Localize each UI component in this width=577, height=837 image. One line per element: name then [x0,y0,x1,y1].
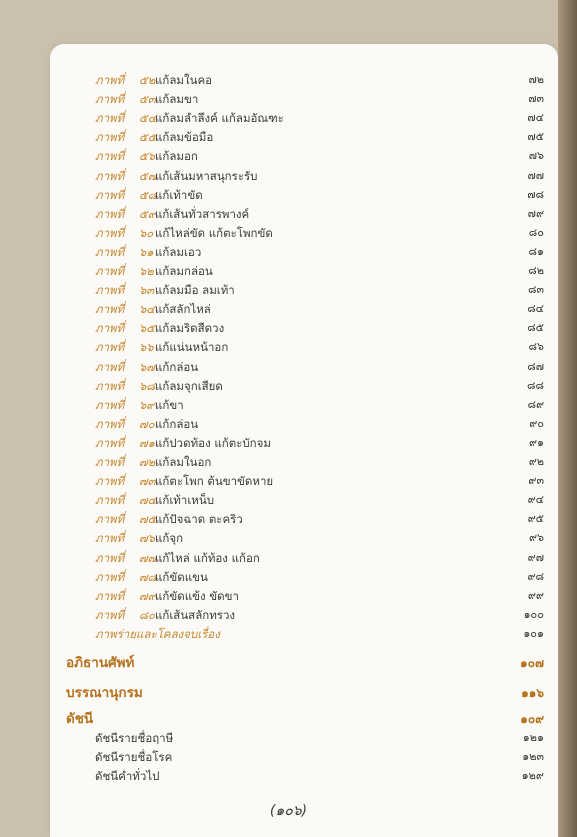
page-ref: ๘๑ [528,244,544,258]
figure-label: ภาพที่ [95,588,125,603]
figure-number: ๕๓ [139,92,156,107]
figure-title: แก้กล่อน [155,359,199,374]
page-ref: ๗๗ [527,168,544,182]
page-ref: ๙๕ [527,512,544,526]
figure-label: ภาพที่ [95,187,125,202]
page-ref: ๘๘ [527,378,544,392]
figure-title: แก้ไหล่ขัด แก้ตะโพกขัด [155,225,273,240]
page-ref: ๗๖ [528,149,544,163]
figure-title: แก้เส้นสลักทรวง [155,607,236,622]
figure-label: ภาพที่ [95,416,125,431]
figure-label: ภาพที่ [95,493,125,508]
toc-section-heading [66,682,550,704]
page-ref: ๙๖ [528,531,544,545]
toc-figure-row [95,262,550,280]
section-title: อภิธานศัพท์ [66,655,135,671]
figure-label: ภาพที่ [95,359,125,374]
figure-label: ภาพที่ [95,550,125,565]
page-ref: ๘๔ [527,302,544,316]
page-ref: ๗๓ [528,92,544,106]
page-ref: ๙๙ [527,588,544,602]
toc-figure-row [95,510,550,528]
toc-figure-row [95,205,550,223]
page-ref: ๙๐ [529,416,544,430]
section-title: บรรณานุกรม [66,685,143,701]
figure-title: แก้ลมริดสีดวง [155,321,225,336]
page-ref: ๗๒ [528,73,544,86]
index-title: ดัชนีรายชื่อฤาษี [95,731,174,745]
page-ref: ๑๐๐ [523,607,544,621]
page-ref: ๑๐๗ [520,656,544,670]
toc-figure-row [95,167,550,185]
figure-title: แก้เส้นมหาสนุกระรับ [155,168,258,183]
figure-number: ๗๘ [139,569,157,584]
figure-title: แก้ลมลำลึงค์ แก้ลมอัณฑะ [155,111,284,126]
page-ref: ๑๑๖ [521,686,544,700]
page-ref: ๑๒๙ [521,769,544,782]
page-ref: ๗๙ [527,206,544,220]
page-ref: ๗๕ [527,130,544,144]
page-ref: ๙๒ [528,455,544,468]
toc-figure-row [95,453,550,471]
figure-number: ๕๙ [139,206,157,221]
figure-number: ๖๘ [139,378,156,393]
figure-title: แก้ลมอก [155,149,198,164]
figure-title: แก้ขัดแขน [155,569,208,584]
page-ref: ๘๙ [527,397,544,411]
figure-title: แก้เส้นทั่วสารพางค์ [155,206,250,221]
toc-figure-row [95,319,550,337]
figure-label: ภาพที่ [95,73,125,87]
figure-label: ภาพที่ [95,435,125,450]
page-ref: ๑๒๑ [522,731,544,744]
figure-number: ๗๕ [139,512,157,527]
figure-label: ภาพที่ [95,378,125,393]
figure-label: ภาพที่ [95,321,125,336]
figure-number: ๕๖ [139,149,156,164]
closing-title: ภาพร่ายและโคลงจบเรื่อง [95,626,220,641]
figure-number: ๗๓ [139,474,156,489]
toc-figure-row [95,128,550,146]
toc-closing-row [95,625,550,643]
figure-title: แก้เท้าเหน็บ [155,493,215,508]
toc-figure-row [95,358,550,376]
toc-figure-row [95,71,550,89]
figure-title: แก้ลมข้อมือ [155,130,214,145]
figure-number: ๕๗ [139,168,157,183]
figure-number: ๗๙ [139,588,157,603]
page-ref: ๗๔ [527,111,544,125]
toc-index-item [95,748,550,766]
figure-number: ๘๐ [139,607,155,622]
figure-title: แก้ลมจุกเสียด [155,378,223,393]
page-ref: ๙๗ [527,550,544,564]
page-ref: ๘๕ [527,321,544,335]
figure-title: แก้เท้าขัด [155,187,203,202]
figure-title: แก้สลักไหล่ [155,302,211,317]
figure-number: ๗๐ [139,416,155,431]
figure-label: ภาพที่ [95,283,125,298]
page-ref: ๑๒๓ [522,750,544,763]
toc-section-heading [66,652,550,674]
figure-title: แก้ขา [155,397,184,412]
toc-figure-row [95,529,550,547]
page-ref: ๑๐๑ [523,626,544,640]
index-title: ดัชนีรายชื่อโรค [95,750,173,764]
figure-number: ๗๖ [139,531,155,546]
figure-number: ๖๓ [139,283,155,298]
toc-figure-row [95,300,550,318]
figure-label: ภาพที่ [95,340,125,355]
figure-label: ภาพที่ [95,455,125,469]
figure-label: ภาพที่ [95,111,125,126]
toc-figure-row [95,90,550,108]
figure-title: แก้ไหล่ แก้ท้อง แก้อก [155,550,260,565]
toc-figure-row [95,377,550,395]
figure-label: ภาพที่ [95,264,125,278]
figure-number: ๖๔ [139,302,156,317]
page-ref: ๘๗ [527,359,544,373]
figure-number: ๗๗ [139,550,157,565]
figure-label: ภาพที่ [95,225,125,240]
figure-title: แก้แน่นหน้าอก [155,340,229,355]
figure-title: แก้ลมมือ ลมเท้า [155,283,235,298]
toc-figure-row [95,472,550,490]
figure-title: แก้ตะโพก ต้นขาขัดหาย [155,474,274,489]
figure-number: ๖๒ [139,264,154,278]
toc-figure-row [95,224,550,242]
page-ref: ๘๓ [527,283,544,297]
toc-figure-row [95,186,550,204]
figure-number: ๖๕ [139,321,156,336]
toc-figure-row [95,338,550,356]
figure-title: แก้ปวดท้อง แก้ตะบักจม [155,435,271,450]
figure-label: ภาพที่ [95,531,125,546]
page-ref: ๘๖ [528,340,544,354]
figure-title: แก้ลมในคอ [155,73,213,87]
figure-title: แก้ลมขา [155,92,199,107]
figure-title: แก้ปัจฉาด ตะคริว [155,512,243,527]
page-number: (๑๐๖) [269,803,308,819]
toc-index-item [95,729,550,747]
figure-number: ๖๗ [139,359,155,374]
page-ref: ๙๑ [528,435,544,449]
figure-label: ภาพที่ [95,92,125,107]
toc-figure-row [95,281,550,299]
figure-number: ๕๕ [139,130,157,145]
figure-number: ๕๔ [139,111,157,126]
figure-title: แก้ลมในอก [155,455,212,469]
toc-figure-row [95,415,550,433]
figure-label: ภาพที่ [95,244,125,259]
page-ref: ๙๓ [528,474,544,488]
page-ref: ๘๐ [528,225,544,239]
figure-label: ภาพที่ [95,397,125,412]
toc-figure-row [95,434,550,452]
figure-number: ๖๖ [139,340,154,355]
toc-figure-row [95,491,550,509]
toc-figure-row [95,147,550,165]
figure-label: ภาพที่ [95,302,125,317]
figure-label: ภาพที่ [95,569,125,584]
toc-section-heading [66,708,550,730]
figure-number: ๖๑ [139,244,154,259]
page-ref: ๗๘ [527,187,544,201]
figure-number: ๕๒ [139,73,156,87]
toc-figure-row [95,243,550,261]
figure-label: ภาพที่ [95,474,125,489]
toc-figure-row [95,109,550,127]
figure-title: แก้จุก [155,531,184,546]
figure-title: แก้ขัดแข้ง ขัดขา [155,588,239,603]
figure-label: ภาพที่ [95,607,125,622]
figure-label: ภาพที่ [95,130,125,145]
toc-figure-row [95,549,550,567]
figure-number: ๗๔ [139,493,157,508]
figure-title: แก้กล่อน [155,416,199,431]
figure-label: ภาพที่ [95,149,125,164]
page-ref: ๑๐๙ [520,712,544,726]
figure-label: ภาพที่ [95,512,125,527]
page-ref: ๙๔ [527,493,544,507]
figure-number: ๕๘ [139,187,157,202]
section-title: ดัชนี [66,711,94,727]
figure-number: ๗๑ [139,435,155,450]
figure-label: ภาพที่ [95,206,125,221]
page-ref: ๘๒ [528,264,544,277]
toc-index-item [95,767,550,785]
toc-figure-row [95,606,550,624]
index-title: ดัชนีคำทั่วไป [95,769,160,783]
page-ref: ๙๘ [527,569,544,583]
toc-figure-row [95,587,550,605]
figure-title: แก้ลมกล่อน [155,264,213,278]
figure-title: แก้ลมเอว [155,244,202,259]
figure-label: ภาพที่ [95,168,125,183]
figure-number: ๖๙ [139,397,155,412]
figure-number: ๗๒ [139,455,156,469]
toc-figure-row [95,568,550,586]
figure-number: ๖๐ [139,225,154,240]
toc-figure-row [95,396,550,414]
